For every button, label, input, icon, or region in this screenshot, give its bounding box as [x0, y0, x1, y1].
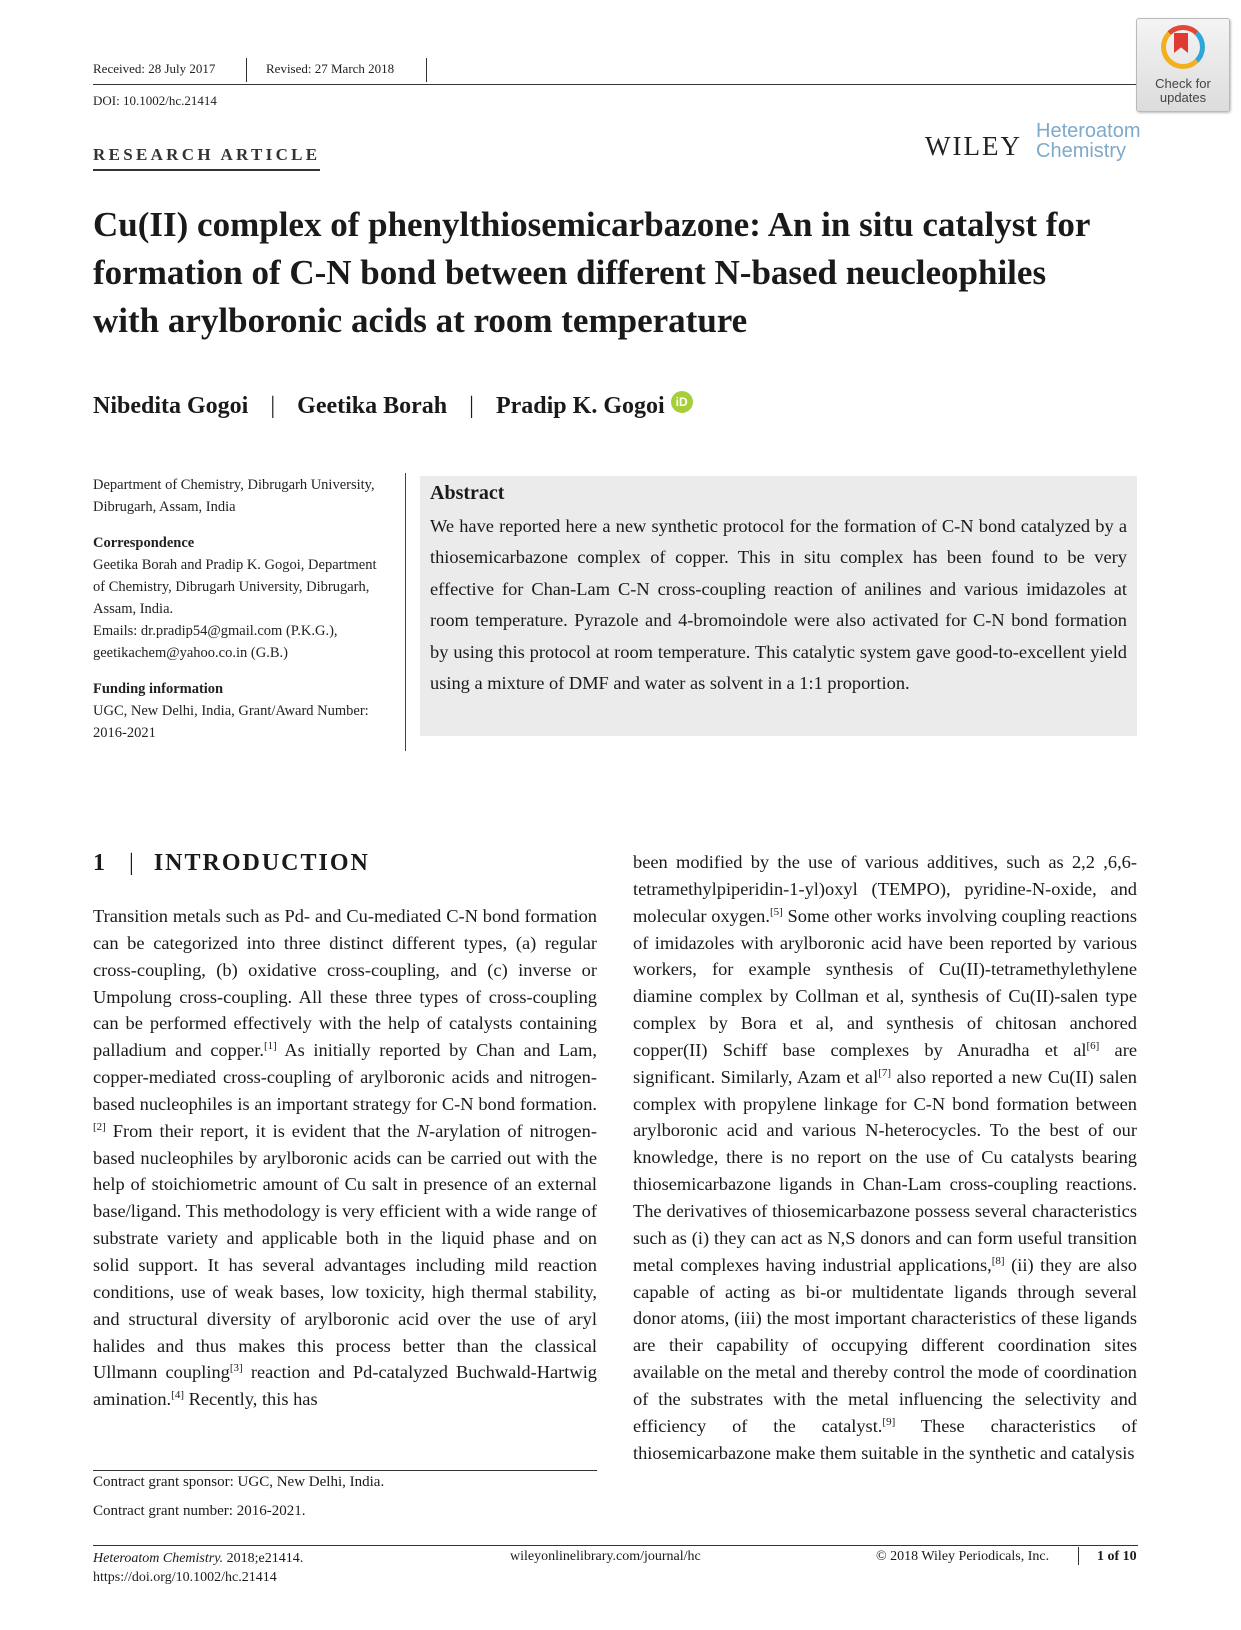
- body-text-italic: N: [416, 1120, 429, 1141]
- correspondence-email[interactable]: geetikachem@yahoo.co.in (G.B.): [93, 645, 288, 661]
- author-name[interactable]: Geetika Borah: [297, 393, 448, 419]
- author-name[interactable]: Pradip K. Gogoi: [495, 393, 665, 419]
- author-separator: |: [270, 393, 276, 419]
- badge-label-line1: Check for: [1155, 76, 1211, 91]
- section-number: 1: [93, 850, 105, 876]
- citation-ref[interactable]: [6]: [1086, 1039, 1100, 1052]
- footer-citation: [93, 1549, 303, 1587]
- journal-name-line2: Chemistry: [1036, 140, 1127, 162]
- body-text: (ii) they are also capable of acting as bi-or multidentate ligands through several donor atoms, (iii) the most important characteristics of these ligands are their capability of occupying different coordination sites available on the metal and thereby control the mode of coordination of the substrates with the metal influencing the selectivity and efficiency of the catalyst.: [633, 1254, 1137, 1436]
- footnote-grant-number: Contract grant number: 2016-2021.: [93, 1503, 306, 1519]
- footnote-sponsor: Contract grant sponsor: UGC, New Delhi, India.: [93, 1474, 385, 1490]
- author-name[interactable]: Nibedita Gogoi: [93, 393, 249, 419]
- abstract-heading: Abstract: [430, 482, 505, 504]
- article-sidebar: [93, 474, 383, 758]
- footer-copyright: © 2018 Wiley Periodicals, Inc.: [876, 1549, 1050, 1564]
- section-heading: [93, 850, 370, 877]
- body-column-right: [633, 849, 1137, 1466]
- citation-ref[interactable]: [1]: [263, 1040, 277, 1053]
- header-rule: [93, 84, 1138, 85]
- journal-logo: [1036, 121, 1141, 161]
- journal-name-line1: Heteroatom: [1036, 120, 1141, 142]
- sidebar-divider: [405, 473, 406, 751]
- footer-separator: [1078, 1547, 1079, 1565]
- header-separator: [246, 58, 247, 82]
- section-title: INTRODUCTION: [153, 850, 370, 876]
- body-text: Some other works involving coupling reactions of imidazoles with arylboronic acid have been reported by various workers, for example synthesis of Cu(II)-tetramethylethylene diamine complex by Collman et al, synthesis of Cu(II)-salen type complex by Bora et al, and synthesis of chitosan anchored copper(II) Schiff base complexes by Anuradha et al: [633, 905, 1137, 1060]
- body-text: From their report, it is evident that the: [105, 1120, 417, 1141]
- abstract-box: [420, 476, 1137, 736]
- header-separator: [426, 58, 427, 82]
- author-list: [93, 393, 693, 420]
- badge-label-line2: updates: [1159, 90, 1207, 105]
- footer-site-link[interactable]: wileyonlinelibrary.com/journal/hc: [510, 1549, 701, 1564]
- article-type: RESEARCH ARTICLE: [93, 145, 320, 171]
- funding-heading: Funding information: [93, 681, 224, 697]
- citation-ref[interactable]: [7]: [878, 1066, 892, 1079]
- citation-ref[interactable]: [8]: [991, 1254, 1005, 1267]
- body-text: As initially reported by Chan and Lam, copper-mediated cross-coupling of arylboronic acids and nitrogen-based nucleophiles is an important strategy for C-N bond formation.: [93, 1040, 597, 1114]
- orcid-icon[interactable]: iD: [671, 391, 693, 413]
- doi: DOI: 10.1002/hc.21414: [93, 93, 217, 108]
- article-title: Cu(II) complex of phenylthiosemicarbazone: An in situ catalyst for formation of C-N bond between different N-based neucleophiles with arylboronic acids at room temperature: [93, 205, 1090, 340]
- page-number: 1 of 10: [1097, 1549, 1137, 1564]
- body-text: also reported a new Cu(II) salen complex with propylene linkage for C-N bond formation between arylboronic acid and various N-heterocycles. To the best of our knowledge, there is no report on the use of Cu catalysts bearing thiosemicarbazone ligands in Chan-Lam cross-coupling reactions. The derivatives of thiosemicarbazone possess several characteristics such as (i) they can act as N,S donors and can form useful transition metal complexes having industrial applications,: [633, 1066, 1137, 1275]
- footer-citation-year: 2018;e21414.: [223, 1551, 304, 1566]
- body-text: been modified by the use of various additives, such as 2,2 ,6,6-tetramethylpiperidin-1-yl)oxyl (TEMPO), pyridine-N-oxide, and molecular oxygen.: [633, 852, 1137, 926]
- correspondence-email[interactable]: Emails: dr.pradip54@gmail.com (P.K.G.),: [93, 623, 338, 639]
- body-column-left: [93, 903, 597, 1413]
- citation-ref[interactable]: [2]: [93, 1120, 106, 1133]
- affiliation: Department of Chemistry, Dibrugarh University, Dibrugarh, Assam, India: [93, 477, 375, 515]
- citation-ref[interactable]: [4]: [171, 1389, 184, 1402]
- correspondence-heading: Correspondence: [93, 535, 195, 551]
- citation-ref[interactable]: [5]: [769, 905, 783, 918]
- citation-ref[interactable]: [3]: [229, 1362, 243, 1375]
- revised-date: Revised: 27 March 2018: [266, 61, 395, 76]
- footnote-divider: [93, 1470, 597, 1471]
- publisher-logo: WILEY: [925, 131, 1022, 161]
- footer-rule: [93, 1545, 1138, 1546]
- footer-doi-link[interactable]: https://doi.org/10.1002/hc.21414: [93, 1570, 277, 1585]
- citation-ref[interactable]: [9]: [882, 1415, 896, 1428]
- abstract-text: We have reported here a new synthetic protocol for the formation of C-N bond catalyzed by a thiosemicarbazone complex of copper. This in situ complex has been found to be very effective for Chan-Lam C-N cross-coupling reaction of anilines and various imidazoles at room temperature. Pyrazole and 4-bromoindole were also activated for C-N bond formation by using this protocol at room temperature. This catalytic system gave good-to-excellent yield using a mixture of DMF and water as solvent in a 1:1 proportion.: [430, 516, 1127, 694]
- check-for-updates-badge[interactable]: [1136, 18, 1230, 112]
- body-text: Transition metals such as Pd- and Cu-mediated C-N bond formation can be categorized into three distinct different types, (a) regular cross-coupling, (b) oxidative cross-coupling, and (c) inverse or Umpolung cross-coupling. All these three types of cross-coupling can be performed effectively with the help of catalysts containing palladium and copper.: [93, 906, 597, 1061]
- body-text: are significant. Similarly, Azam et al: [633, 1039, 1137, 1087]
- body-text: These characteristics of thiosemicarbazone make them suitable in the synthetic and catalysis: [633, 1415, 1137, 1463]
- received-date: Received: 28 July 2017: [93, 61, 216, 76]
- body-text: reaction and Pd-catalyzed Buchwald-Hartwig amination.: [93, 1362, 597, 1410]
- body-text: -arylation of nitrogen-based nucleophiles by arylboronic acids can be carried out with the help of stoichiometric amount of Cu salt in presence of an external base/ligand. This methodology is very efficient with a wide range of substrate variety and applicable both in the liquid phase and on solid support. It has several advantages including mild reaction conditions, use of weak bases, low toxicity, high thermal stability, and structural diversity of arylboronic acid over the use of aryl halides and thus makes this process better than the classical Ullmann coupling: [93, 1120, 597, 1383]
- section-separator: |: [129, 850, 136, 876]
- footer-journal-name: Heteroatom Chemistry.: [93, 1551, 224, 1566]
- funding-text: UGC, New Delhi, India, Grant/Award Number: 2016-2021: [93, 703, 369, 741]
- body-text: Recently, this has: [183, 1389, 318, 1410]
- author-separator: |: [469, 393, 474, 419]
- correspondence-text: Geetika Borah and Pradip K. Gogoi, Department of Chemistry, Dibrugarh University, Dibrugarh, Assam, India.: [93, 557, 377, 617]
